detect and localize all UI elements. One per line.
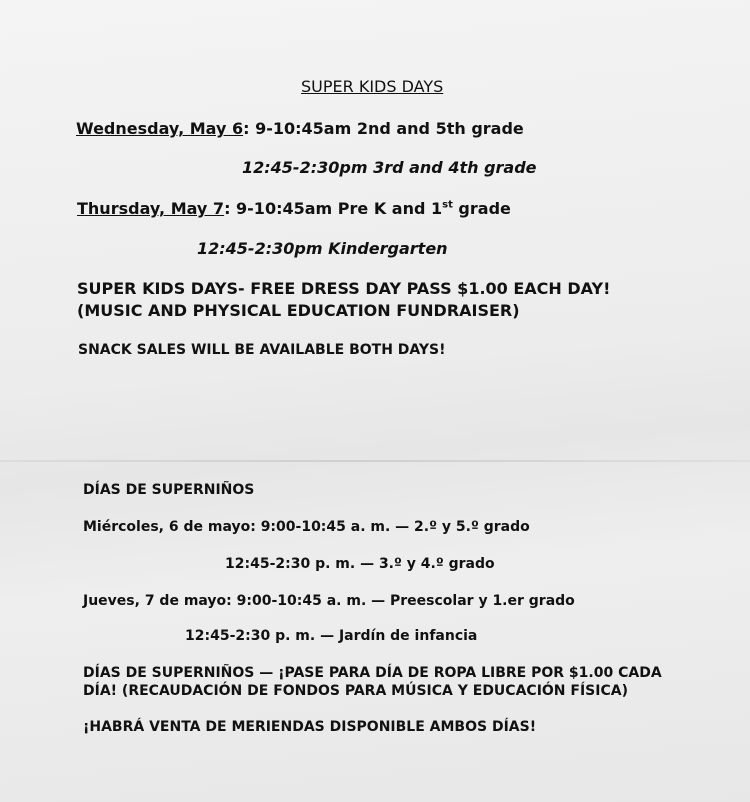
pass-line-2: (MUSIC AND PHYSICAL EDUCATION FUNDRAISER)	[77, 301, 520, 320]
thursday-session-1-post: grade	[452, 199, 511, 218]
thursday-day-label: Thursday, May 7	[77, 199, 225, 218]
spanish-title: DÍAS DE SUPERNIÑOS	[83, 482, 255, 498]
thursday-session-2: 12:45-2:30pm Kindergarten	[197, 239, 448, 258]
spanish-wednesday-session-2: 12:45-2:30 p. m. — 3.º y 4.º grado	[225, 556, 495, 572]
wednesday-session-2: 12:45-2:30pm 3rd and 4th grade	[242, 158, 537, 177]
spanish-thursday-session-1: Jueves, 7 de mayo: 9:00-10:45 a. m. — Preescolar y 1.er grado	[83, 593, 575, 609]
wednesday-session-1-text: : 9-10:45am 2nd and 5th grade	[243, 119, 524, 138]
paper-fold-line	[0, 460, 750, 462]
flyer-title: SUPER KIDS DAYS	[301, 77, 444, 96]
spanish-snack-note: ¡HABRÁ VENTA DE MERIENDAS DISPONIBLE AMBOS DÍAS!	[83, 719, 537, 735]
thursday-session-1-pre: : 9-10:45am Pre K and 1	[224, 199, 443, 218]
thursday-session-1	[77, 199, 511, 218]
spanish-pass-line-1: DÍAS DE SUPERNIÑOS — ¡PASE PARA DÍA DE ROPA LIBRE POR $1.00 CADA	[83, 665, 662, 681]
spanish-pass-line-2: DÍA! (RECAUDACIÓN DE FONDOS PARA MÚSICA Y EDUCACIÓN FÍSICA)	[83, 683, 628, 699]
thursday-session-1-sup: st	[442, 199, 453, 211]
snack-note: SNACK SALES WILL BE AVAILABLE BOTH DAYS!	[78, 342, 446, 358]
spanish-thursday-session-2: 12:45-2:30 p. m. — Jardín de infancia	[185, 628, 478, 644]
wednesday-day-label: Wednesday, May 6	[76, 119, 244, 138]
pass-line-1: SUPER KIDS DAYS- FREE DRESS DAY PASS $1.00 EACH DAY!	[77, 279, 611, 298]
wednesday-session-1	[76, 119, 524, 138]
spanish-wednesday-session-1: Miércoles, 6 de mayo: 9:00-10:45 a. m. — 2.º y 5.º grado	[83, 519, 530, 535]
